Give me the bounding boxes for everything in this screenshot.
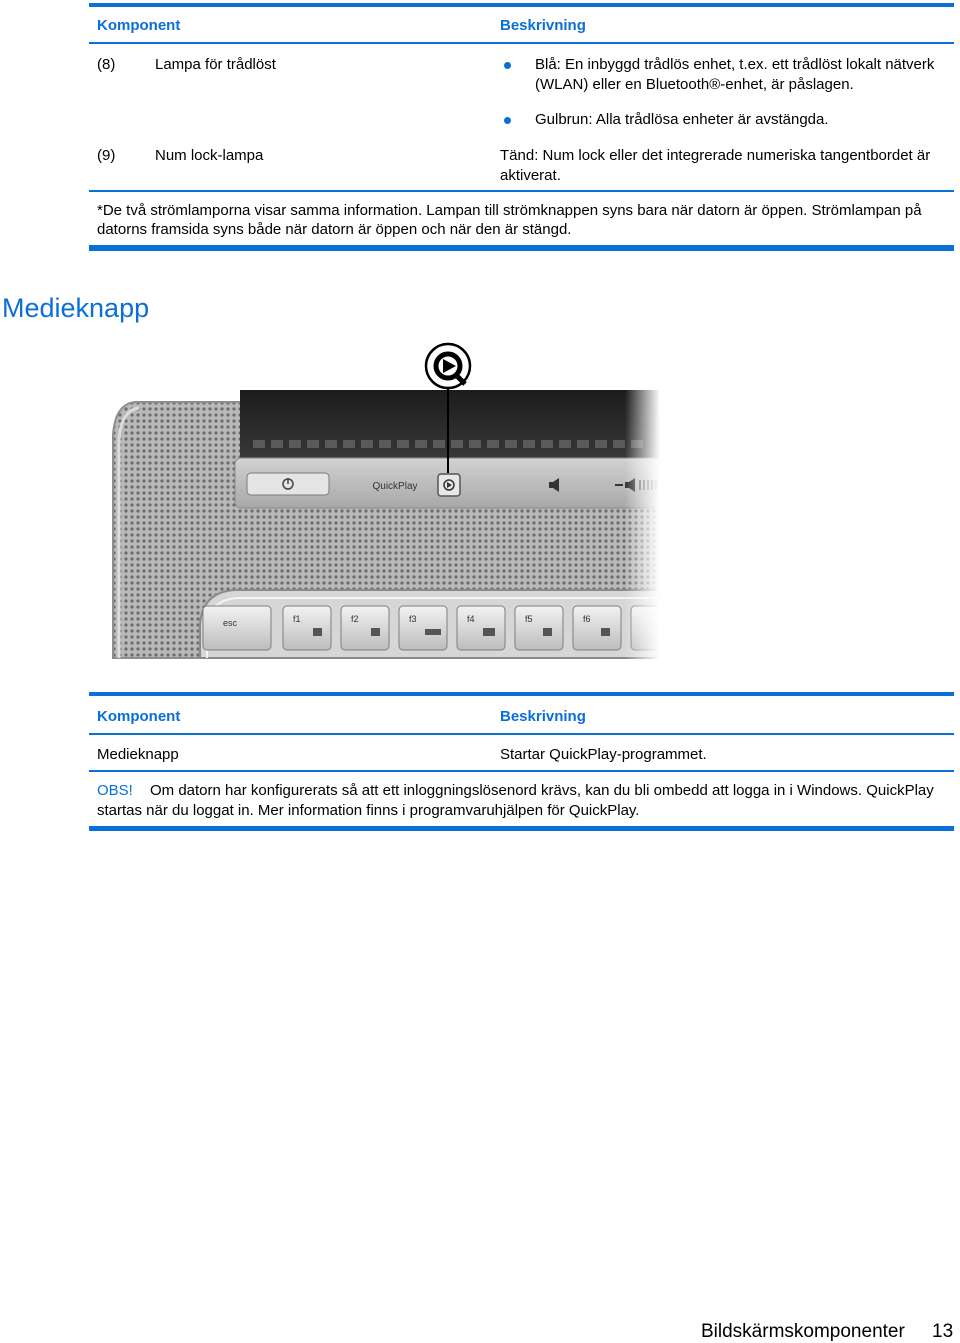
table1-bottom-rule [89,245,954,251]
key-f5 [515,606,563,650]
key-f3 [399,606,447,650]
row8-bullet2: Gulbrun: Alla trådlösa enheter är avstängda. [535,111,829,128]
table1-top-rule [89,3,954,7]
footer-page-number: 13 [932,1321,954,1342]
row9-component: Num lock-lampa [155,147,264,164]
section-title: Medieknapp [2,293,150,323]
table1-header-description: Beskrivning [500,17,586,34]
key-esc [203,606,271,650]
row9-desc-line2: aktiverat. [500,167,561,184]
key-esc-label: esc [223,618,238,628]
footer-chapter-title: Bildskärmskomponenter [701,1321,905,1342]
key-f5-label: f5 [525,614,533,624]
table1-header-component: Komponent [97,17,181,34]
f5-glyph-icon [543,628,552,636]
f4-glyph-icon [483,628,495,636]
row9-desc-line1: Tänd: Num lock eller det integrerade numeriska tangentbordet är [500,147,931,164]
row9-number: (9) [97,147,116,164]
key-f4-label: f4 [467,614,475,624]
table2-row-description: Startar QuickPlay-programmet. [500,746,707,763]
table2-header-component: Komponent [97,708,181,725]
table2-row-component: Medieknapp [97,746,179,763]
key-f2 [341,606,389,650]
f6-glyph-icon [601,628,610,636]
key-f6-label: f6 [583,614,591,624]
key-f1-label: f1 [293,614,301,624]
table1-footnote-line2: datorns framsida syns både när datorn är öppen och när den är stängd. [97,221,572,238]
key-f1 [283,606,331,650]
f2-glyph-icon [371,628,380,636]
bullet-icon [504,62,511,69]
f1-glyph-icon [313,628,322,636]
table1-header-rule [89,42,954,44]
keyboard-figure [105,340,660,665]
callout-quickplay-icon [426,344,470,388]
row8-bullet1-line1: Blå: En inbyggd trådlös enhet, t.ex. ett trådlöst lokalt nätverk [535,56,935,73]
table2-header-rule [89,733,954,735]
note-line2: startas när du loggat in. Mer information finns i programvaruhjälpen för QuickPlay. [97,802,640,819]
row8-bullet1-line2: (WLAN) eller en Bluetooth®-enhet, är påslagen. [535,76,854,93]
key-f4 [457,606,505,650]
table1-footnote-line1: *De två strömlamporna visar samma information. Lampan till strömknappen syns bara när datorn är öppen. Strömlampan på [97,202,922,219]
key-f3-label: f3 [409,614,417,624]
quickplay-label: QuickPlay [372,481,418,492]
note-line1: Om datorn har konfigurerats så att ett inloggningslösenord krävs, kan du bli ombedd att logga in i Windows. QuickPlay [150,782,934,799]
row8-number: (8) [97,56,116,73]
f3-glyph-icon [425,629,441,635]
note-label: OBS! [97,782,133,799]
bullet-icon [504,117,511,124]
table2-note-rule [89,770,954,772]
table2-bottom-rule [89,826,954,831]
row8-component: Lampa för trådlöst [155,56,276,73]
key-f6 [573,606,621,650]
table1-footnote-rule [89,190,954,192]
table2-top-rule [89,692,954,696]
table2-header-description: Beskrivning [500,708,586,725]
key-f2-label: f2 [351,614,359,624]
